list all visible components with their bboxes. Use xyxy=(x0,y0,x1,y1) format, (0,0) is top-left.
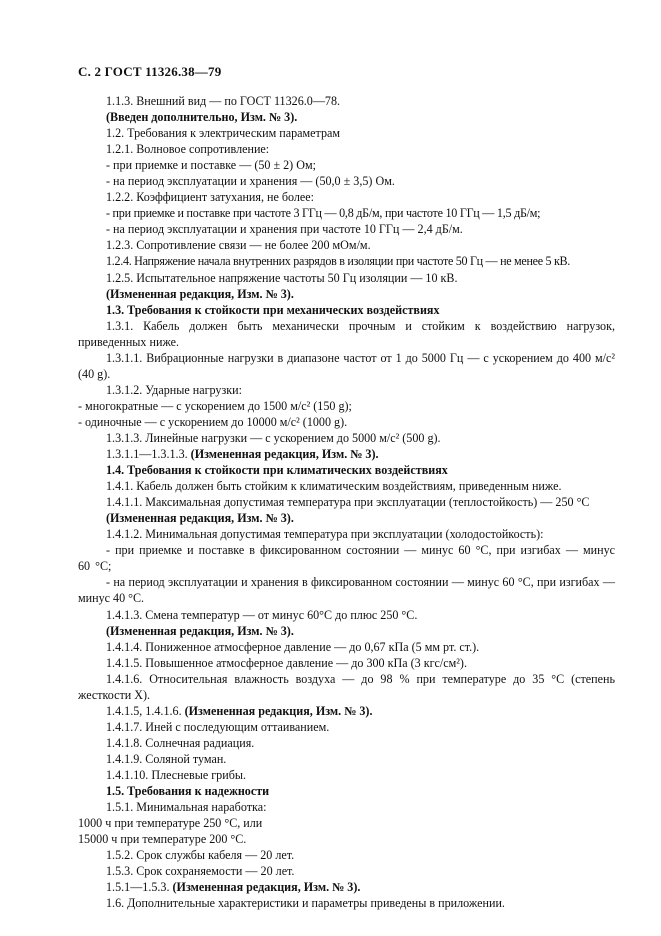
paragraph-1-4-1-6: 1.4.1.6. Относительная влажность воздуха — до 98 % при температуре до 35 °С (степень жесткости X). xyxy=(78,671,615,702)
paragraph-1-4-1-9: 1.4.1.9. Соляной туман. xyxy=(106,751,227,766)
paragraph-1-2-3: 1.2.3. Сопротивление связи — не более 200 мОм/м. xyxy=(106,238,371,253)
section-1-3-heading: 1.3. Требования к стойкости при механических воздействиях xyxy=(106,302,440,317)
list-item: - при приемке и поставке в фиксированном состоянии — минус 60 °С, при изгибах — минус 60 °С; xyxy=(78,543,615,574)
paragraph-1-4-1-3: 1.4.1.3. Смена температур — от минус 60°С до плюс 250 °С. xyxy=(106,607,418,622)
paragraph-1-4-1: 1.4.1. Кабель должен быть стойким к климатическим воздействиям, приведенным ниже. xyxy=(106,479,562,494)
list-item: 1000 ч при температуре 250 °С, или xyxy=(78,816,263,831)
paragraph-1-4-1-7: 1.4.1.7. Иней с последующим оттаиванием. xyxy=(106,719,330,734)
amendment-reference xyxy=(78,879,615,895)
list-item: - на период эксплуатации и хранения при частоте 10 ГГц — 2,4 дБ/м. xyxy=(106,222,463,237)
clause-range: 1.3.1.1—1.3.1.3. xyxy=(106,447,188,462)
list-item: - при приемке и поставке — (50 ± 2) Ом; xyxy=(106,158,316,173)
paragraph-1-3-1-3: 1.3.1.3. Линейные нагрузки — с ускорением до 5000 м/с² (500 g). xyxy=(106,430,441,445)
amendment-note: (Измененная редакция, Изм. № 3). xyxy=(184,703,373,718)
paragraph-1-4-1-4: 1.4.1.4. Пониженное атмосферное давление — до 0,67 кПа (5 мм рт. ст.). xyxy=(106,639,480,654)
paragraph-1-5-2: 1.5.2. Срок службы кабеля — 20 лет. xyxy=(106,848,295,863)
list-item: - многократные — с ускорением до 1500 м/с² (150 g); xyxy=(78,398,352,413)
section-1-2-heading: 1.2. Требования к электрическим параметрам xyxy=(106,126,341,141)
clause-range: 1.4.1.5, 1.4.1.6. xyxy=(106,703,182,718)
list-item: - одиночные — с ускорением до 10000 м/с² (1000 g). xyxy=(78,414,348,429)
amendment-note: (Измененная редакция, Изм. № 3). xyxy=(106,511,294,526)
paragraph-1-3-1-2: 1.3.1.2. Ударные нагрузки: xyxy=(106,382,242,397)
paragraph-1-2-5: 1.2.5. Испытательное напряжение частоты 50 Гц изоляции — 10 кВ. xyxy=(106,270,458,285)
paragraph-1-3-1: 1.3.1. Кабель должен быть механически прочным и стойким к воздействию нагрузок, приведенных ниже. xyxy=(78,318,615,349)
paragraph-1-2-2: 1.2.2. Коэффициент затухания, не более: xyxy=(106,190,315,205)
amendment-note: (Введен дополнительно, Изм. № 3). xyxy=(106,110,298,125)
paragraph-1-5-1: 1.5.1. Минимальная наработка: xyxy=(106,800,267,815)
paragraph-1-3-1-1: 1.3.1.1. Вибрационные нагрузки в диапазоне частот от 1 до 5000 Гц — с ускорением до 400 м/с² (40 g). xyxy=(78,350,615,381)
paragraph-1-6: 1.6. Дополнительные характеристики и параметры приведены в приложении. xyxy=(106,896,505,911)
amendment-note: (Измененная редакция, Изм. № 3). xyxy=(106,623,294,638)
amendment-note: (Измененная редакция, Изм. № 3). xyxy=(190,447,379,462)
amendment-reference xyxy=(78,703,615,719)
list-item: - при приемке и поставке при частоте 3 ГГц — 0,8 дБ/м, при частоте 10 ГГц — 1,5 дБ/м; xyxy=(106,206,541,221)
amendment-note: (Измененная редакция, Изм. № 3). xyxy=(106,286,294,301)
section-1-5-heading: 1.5. Требования к надежности xyxy=(106,784,270,799)
clause-range: 1.5.1—1.5.3. xyxy=(106,880,170,895)
paragraph-1-4-1-10: 1.4.1.10. Плесневые грибы. xyxy=(106,767,247,782)
list-item: - на период эксплуатации и хранения — (50,0 ± 3,5) Ом. xyxy=(106,174,395,189)
paragraph-1-1-3: 1.1.3. Внешний вид — по ГОСТ 11326.0—78. xyxy=(106,94,341,108)
amendment-note: (Измененная редакция, Изм. № 3). xyxy=(172,880,361,895)
document-body xyxy=(78,93,615,911)
page-header: С. 2 ГОСТ 11326.38—79 xyxy=(78,64,222,79)
list-item: 15000 ч при температуре 200 °С. xyxy=(78,832,247,847)
paragraph-1-2-1: 1.2.1. Волновое сопротивление: xyxy=(106,142,270,157)
paragraph-1-4-1-2: 1.4.1.2. Минимальная допустимая температура при эксплуатации (холодостойкость): xyxy=(106,527,544,542)
section-1-4-heading: 1.4. Требования к стойкости при климатических воздействиях xyxy=(106,463,448,478)
amendment-reference xyxy=(78,446,615,462)
paragraph-1-2-4: 1.2.4. Напряжение начала внутренних разрядов в изоляции при частоте 50 Гц — не менее 5 кВ. xyxy=(106,254,571,269)
paragraph-1-4-1-5: 1.4.1.5. Повышенное атмосферное давление — до 300 кПа (3 кгс/см²). xyxy=(106,655,467,670)
paragraph-1-4-1-8: 1.4.1.8. Солнечная радиация. xyxy=(106,735,255,750)
paragraph-1-4-1-1: 1.4.1.1. Максимальная допустимая температура при эксплуатации (теплостойкость) — 250 °С xyxy=(106,495,590,510)
list-item: - на период эксплуатации и хранения в фиксированном состоянии — минус 60 °С, при изгибах — минус 40 °С. xyxy=(78,575,615,606)
paragraph-1-5-3: 1.5.3. Срок сохраняемости — 20 лет. xyxy=(106,864,295,879)
